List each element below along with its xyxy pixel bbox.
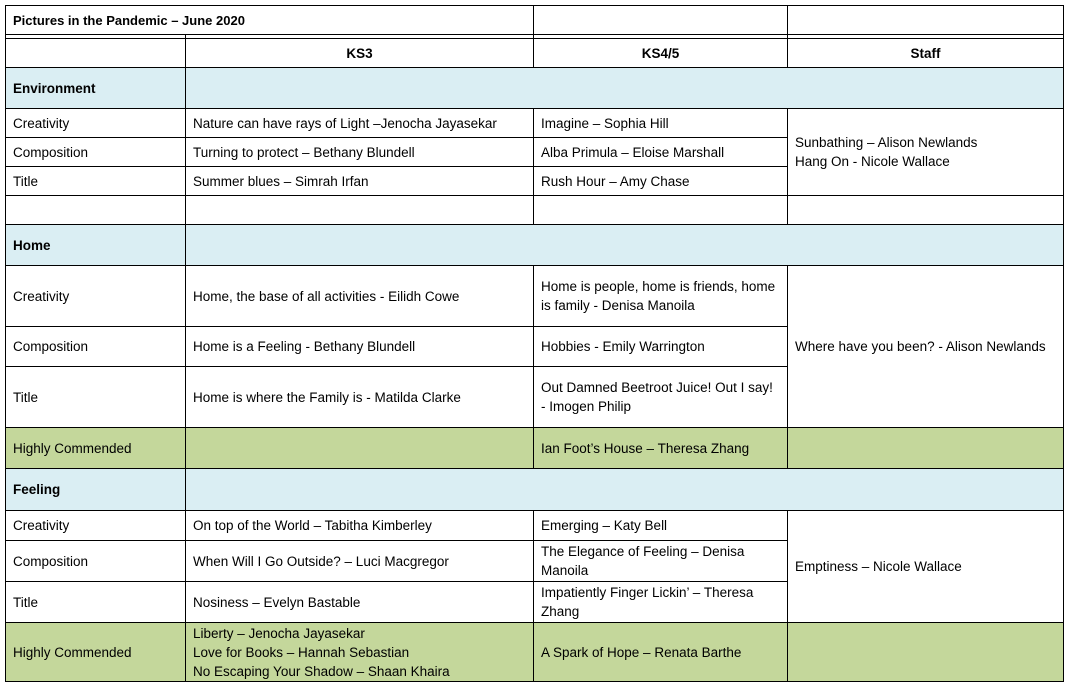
- table-row: [6, 511, 1064, 541]
- results-table: [5, 5, 1064, 682]
- ks45-entry: The Elegance of Feeling – Denisa Manoila: [534, 541, 788, 582]
- commended-row: [6, 623, 1064, 682]
- ks45-entry: Rush Hour – Amy Chase: [534, 167, 788, 196]
- ks3-entry: Home is a Feeling - Bethany Blundell: [186, 327, 534, 367]
- commended-row: [6, 428, 1064, 469]
- ks45-entry: Imagine – Sophia Hill: [534, 109, 788, 138]
- commended-line: Liberty – Jenocha Jayasekar: [193, 625, 365, 641]
- ks3-entry: When Will I Go Outside? – Luci Macgregor: [186, 541, 534, 582]
- row-label: Highly Commended: [6, 428, 186, 469]
- row-label: Title: [6, 367, 186, 428]
- ks3-entry: Summer blues – Simrah Irfan: [186, 167, 534, 196]
- header-ks45: KS4/5: [534, 39, 788, 68]
- section-row-environment: [6, 68, 1064, 109]
- staff-line: Hang On - Nicole Wallace: [795, 154, 950, 169]
- table-row: [6, 266, 1064, 327]
- row-label: Creativity: [6, 266, 186, 327]
- row-label: Creativity: [6, 109, 186, 138]
- ks45-entry: Out Damned Beetroot Juice! Out I say! - Imogen Philip: [534, 367, 788, 428]
- row-label: Highly Commended: [6, 623, 186, 682]
- header-row: [6, 39, 1064, 68]
- ks3-entry: [186, 428, 534, 469]
- row-label: Creativity: [6, 511, 186, 541]
- row-label: Title: [6, 167, 186, 196]
- header-staff: Staff: [788, 39, 1064, 68]
- row-label: Composition: [6, 138, 186, 167]
- commended-line: No Escaping Your Shadow – Shaan Khaira: [193, 663, 450, 679]
- section-row-feeling: [6, 469, 1064, 511]
- staff-line: Sunbathing – Alison Newlands: [795, 135, 978, 150]
- staff-entry: [788, 428, 1064, 469]
- staff-entry: Where have you been? - Alison Newlands: [788, 266, 1064, 428]
- ks3-entry: Nature can have rays of Light –Jenocha Jayasekar: [186, 109, 534, 138]
- ks3-entry: Nosiness – Evelyn Bastable: [186, 582, 534, 623]
- ks3-entry: Home, the base of all activities - Eilidh Cowe: [186, 266, 534, 327]
- commended-line: Love for Books – Hannah Sebastian: [193, 644, 410, 660]
- header-ks3: KS3: [186, 39, 534, 68]
- ks3-entry: Home is where the Family is - Matilda Clarke: [186, 367, 534, 428]
- row-label: Composition: [6, 541, 186, 582]
- ks45-entry: Emerging – Katy Bell: [534, 511, 788, 541]
- title-row: [6, 6, 1064, 35]
- staff-entry: [788, 623, 1064, 682]
- ks45-entry: Impatiently Finger Lickin’ – Theresa Zhang: [534, 582, 788, 623]
- ks45-entry: Alba Primula – Eloise Marshall: [534, 138, 788, 167]
- ks3-entry: Turning to protect – Bethany Blundell: [186, 138, 534, 167]
- section-label: Environment: [6, 68, 186, 109]
- row-label: Composition: [6, 327, 186, 367]
- empty-cell: [534, 6, 788, 35]
- empty-cell: [788, 6, 1064, 35]
- ks3-entry: [186, 623, 534, 682]
- section-label: Home: [6, 225, 186, 266]
- section-row-home: [6, 225, 1064, 266]
- staff-entry: [788, 109, 1064, 196]
- ks45-entry: Hobbies - Emily Warrington: [534, 327, 788, 367]
- empty-row: [6, 196, 1064, 225]
- staff-entry: Emptiness – Nicole Wallace: [788, 511, 1064, 623]
- table-row: [6, 109, 1064, 138]
- section-fill: [186, 469, 1064, 511]
- ks45-entry: A Spark of Hope – Renata Barthe: [534, 623, 788, 682]
- ks45-entry: Ian Foot’s House – Theresa Zhang: [534, 428, 788, 469]
- row-label: Title: [6, 582, 186, 623]
- ks3-entry: On top of the World – Tabitha Kimberley: [186, 511, 534, 541]
- header-empty: [6, 39, 186, 68]
- ks45-entry: Home is people, home is friends, home is family - Denisa Manoila: [534, 266, 788, 327]
- section-fill: [186, 225, 1064, 266]
- page-title: Pictures in the Pandemic – June 2020: [6, 6, 534, 35]
- section-fill: [186, 68, 1064, 109]
- section-label: Feeling: [6, 469, 186, 511]
